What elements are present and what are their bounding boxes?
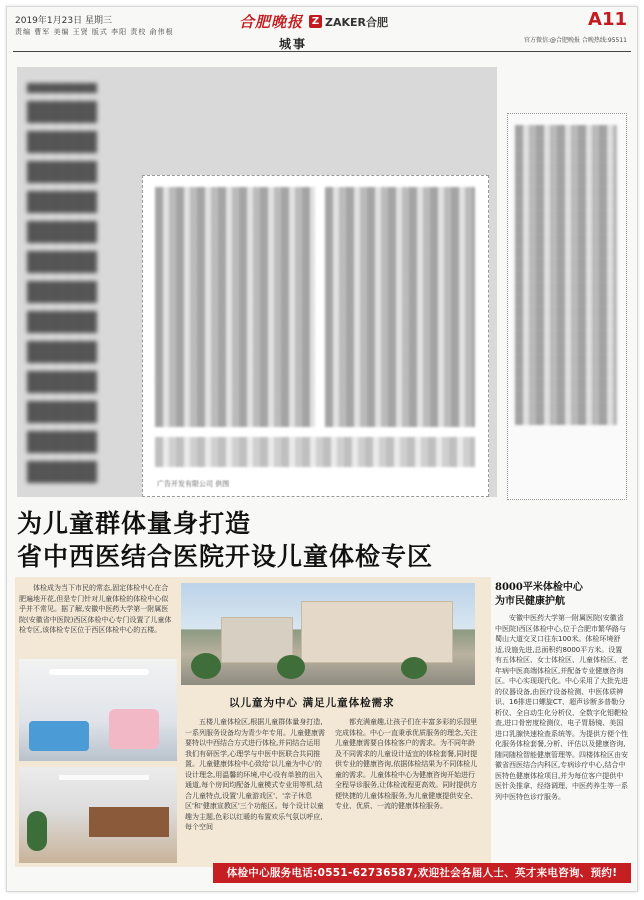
blurred-caption: 广告开发有限公司 供图 <box>157 480 230 488</box>
service-phone-banner: 体检中心服务电话:0551-62736587,欢迎社会各届人士、英才来电咨询、预约! <box>213 863 631 883</box>
issue-date: 2019年1月23日 星期三 <box>15 16 112 26</box>
headline-line-1: 为儿童群体量身打造 <box>17 509 252 538</box>
kids-zone-photo <box>19 659 177 761</box>
ceiling-light <box>49 669 149 675</box>
zaker-icon: Z <box>309 15 322 28</box>
page-header <box>7 7 637 61</box>
potted-plant <box>27 811 47 851</box>
hospital-building-photo <box>181 583 475 685</box>
blurred-side-text <box>515 125 617 425</box>
section-title: 城事 <box>279 37 308 51</box>
zaker-brand: ZAKER合肥 <box>325 15 389 29</box>
building-shape <box>301 601 453 663</box>
blurred-text-bottom <box>155 437 475 467</box>
contact-info: 官方微信:@合肥晚报 合晚热线:95511 <box>523 37 627 44</box>
blue-sofa <box>29 721 89 751</box>
story-intro: 体检成为当下市民的常态,固定体检中心在合肥遍地开花,但是专门针对儿童体检的体检中心似乎并不常见。据了解,安徽中医药大学第一附属医院(安徽省中医院)西区体检中心专门设置了儿童体检专区,该体检专区位于西区体检中心的五楼。 <box>19 584 172 634</box>
tree <box>401 657 427 679</box>
story-column-1: 五楼儿童体检区,根据儿童群体量身打造,一系列服务设备均为青少年专用。儿童健康需要特以中西结合方式进行体检,并同结合运用我们有研医学,心理学与中医中医联合共同推置。儿童健康体检中心致给'以儿童为中心'的设计理念,用温馨的环境,中心设有单独的出入通道,每个房间均配备儿童模式专业用等机,结合儿童特点,设置'儿童游戏区'、'亲子休息区'和'健康宣教区'三个功能区。每个设计以童趣为主题,色彩以红暖的布置欢乐气氛以呼应,每个空间 <box>185 718 325 831</box>
story-subheading: 以儿童为中心 满足儿童体检需求 <box>229 697 395 709</box>
newspaper-page <box>6 6 638 892</box>
masthead <box>239 11 388 32</box>
header-divider <box>13 51 631 52</box>
blurred-vertical-title <box>27 83 97 483</box>
story-column-2: 都充满童趣,让孩子们在丰富多彩的乐园里完成体检。中心一直秉承优质服务的理念,关注儿童健康需要自体检客户的需求。为不同年龄及不同需求的儿童设计适宜的体检套餐,同时提供专业的健康咨询,依据体检结果为不同体检儿童的需求。儿童体检中心为健康咨询开始进行全程导诊服务,让体检流程更高效。同时提供方便快捷的儿童体检服务,为儿童健康提供安全、专业、优质、一流的健康体检服务。 <box>335 718 478 810</box>
page-number: A11 <box>588 9 627 30</box>
blurred-ad-region <box>7 63 637 499</box>
sidebar-heading-2: 为市民健康护航 <box>495 596 565 607</box>
blurred-text-right <box>325 187 475 427</box>
reception-hall-photo <box>19 767 177 863</box>
headline <box>17 507 433 573</box>
masthead-logo: 合肥晚报 <box>239 13 304 31</box>
main-story <box>15 577 491 867</box>
sidebar-story <box>495 581 629 845</box>
headline-line-2: 省中西医结合医院开设儿童体检专区 <box>17 542 434 571</box>
editor-credits: 责编 曹军 美编 王贤 版式 李阳 责校 俞伟根 <box>15 28 174 36</box>
tree <box>191 653 221 679</box>
sidebar-heading-1: 8000平米体检中心 <box>495 582 583 593</box>
sidebar-text: 安徽中医药大学第一附属医院(安徽省中医院)西区体检中心,位于合肥市繁华路与蜀山大道交叉口往东100米。体检环境舒适,设施先进,总面积约8000平方米。设置有五体检区、女士体检区、儿童体检区、老年病中医高端体检区,并配备专业健康咨询区。中心实现现代化。中心采用了大批先进的仪器设备,由医疗设备检测、中医体质辨识、16排进口螺旋CT、超声诊断多普勒分析仪、全自动生化分析仪、全数字化钼靶检查,进口骨密度检测仪、电子胃肠镜、美国进口乳腺快速检查系统等。为提供方便个性化服务体检套餐,分析、评估以及健康咨询,随同随检智能健康管理等。四楼体检区由安徽省西医结合内科区,专病诊疗中心,结合中医特色健康体检项目,并为每位客户提供中医针灸推拿、经络调理、中医药养生等一系列中医特色诊疗服务。 <box>495 614 628 801</box>
blurred-text-left <box>155 187 315 427</box>
pink-wall-panel <box>109 709 159 749</box>
reception-desk <box>89 807 169 837</box>
tree <box>277 655 305 679</box>
ceiling-light <box>59 775 149 780</box>
